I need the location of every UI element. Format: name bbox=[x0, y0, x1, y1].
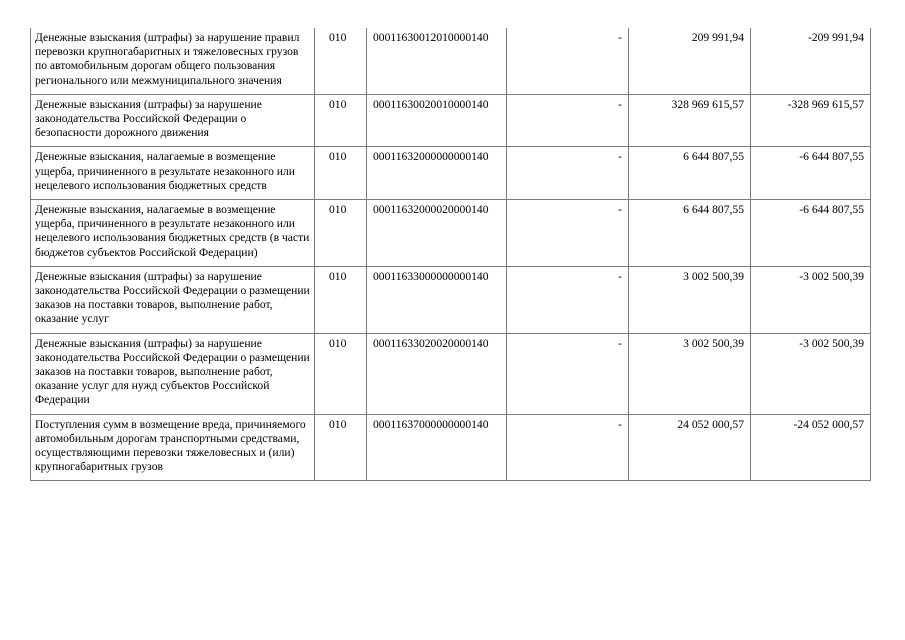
table-row bbox=[31, 414, 871, 481]
income-name-cell: Поступления сумм в возмещение вреда, причиняемого автомобильным дорогам транспортными средствами, осуществляющими перевозки тяжеловесных и (или) крупногабаритных грузов bbox=[31, 414, 315, 481]
executed-amount-cell: 6 644 807,55 bbox=[629, 147, 751, 200]
table-row bbox=[31, 94, 871, 147]
income-code-cell: 00011630012010000140 bbox=[367, 28, 507, 94]
income-name-cell: Денежные взыскания (штрафы) за нарушение законодательства Российской Федерации о размещении заказов на поставки товаров, выполнение работ, оказание услуг для нужд субъектов Российской Федерации bbox=[31, 333, 315, 414]
income-name-cell: Денежные взыскания (штрафы) за нарушение законодательства Российской Федерации о размещении заказов на поставки товаров, выполнение работ, оказание услуг bbox=[31, 266, 315, 333]
income-code-cell: 00011632000000000140 bbox=[367, 147, 507, 200]
unexecuted-amount-cell: -24 052 000,57 bbox=[751, 414, 871, 481]
admin-code-cell: 010 bbox=[315, 200, 367, 267]
executed-amount-cell: 3 002 500,39 bbox=[629, 266, 751, 333]
executed-amount-cell: 24 052 000,57 bbox=[629, 414, 751, 481]
executed-amount-cell: 209 991,94 bbox=[629, 28, 751, 94]
income-name-cell: Денежные взыскания, налагаемые в возмещение ущерба, причиненного в результате незаконного или нецелевого использования бюджетных средств (в части бюджетов субъектов Российской Федерации) bbox=[31, 200, 315, 267]
approved-amount-cell: - bbox=[507, 266, 629, 333]
income-report-table bbox=[30, 28, 871, 481]
admin-code-cell: 010 bbox=[315, 333, 367, 414]
income-code-cell: 00011630020010000140 bbox=[367, 94, 507, 147]
approved-amount-cell: - bbox=[507, 414, 629, 481]
approved-amount-cell: - bbox=[507, 200, 629, 267]
income-name-cell: Денежные взыскания (штрафы) за нарушение законодательства Российской Федерации о безопасности дорожного движения bbox=[31, 94, 315, 147]
unexecuted-amount-cell: -3 002 500,39 bbox=[751, 266, 871, 333]
approved-amount-cell: - bbox=[507, 147, 629, 200]
executed-amount-cell: 3 002 500,39 bbox=[629, 333, 751, 414]
admin-code-cell: 010 bbox=[315, 266, 367, 333]
approved-amount-cell: - bbox=[507, 28, 629, 94]
unexecuted-amount-cell: -209 991,94 bbox=[751, 28, 871, 94]
unexecuted-amount-cell: -6 644 807,55 bbox=[751, 200, 871, 267]
income-name-cell: Денежные взыскания, налагаемые в возмещение ущерба, причиненного в результате незаконного или нецелевого использования бюджетных средств bbox=[31, 147, 315, 200]
table-row bbox=[31, 147, 871, 200]
table-row bbox=[31, 28, 871, 94]
admin-code-cell: 010 bbox=[315, 28, 367, 94]
unexecuted-amount-cell: -328 969 615,57 bbox=[751, 94, 871, 147]
income-name-cell: Денежные взыскания (штрафы) за нарушение правил перевозки крупногабаритных и тяжеловесных грузов по автомобильным дорогам общего пользования регионального или межмуниципального значения bbox=[31, 28, 315, 94]
admin-code-cell: 010 bbox=[315, 147, 367, 200]
unexecuted-amount-cell: -6 644 807,55 bbox=[751, 147, 871, 200]
table-row bbox=[31, 200, 871, 267]
approved-amount-cell: - bbox=[507, 333, 629, 414]
executed-amount-cell: 328 969 615,57 bbox=[629, 94, 751, 147]
income-code-cell: 00011637000000000140 bbox=[367, 414, 507, 481]
table-row bbox=[31, 266, 871, 333]
admin-code-cell: 010 bbox=[315, 94, 367, 147]
income-code-cell: 00011633020020000140 bbox=[367, 333, 507, 414]
table-row bbox=[31, 333, 871, 414]
executed-amount-cell: 6 644 807,55 bbox=[629, 200, 751, 267]
unexecuted-amount-cell: -3 002 500,39 bbox=[751, 333, 871, 414]
admin-code-cell: 010 bbox=[315, 414, 367, 481]
income-code-cell: 00011632000020000140 bbox=[367, 200, 507, 267]
approved-amount-cell: - bbox=[507, 94, 629, 147]
income-code-cell: 00011633000000000140 bbox=[367, 266, 507, 333]
